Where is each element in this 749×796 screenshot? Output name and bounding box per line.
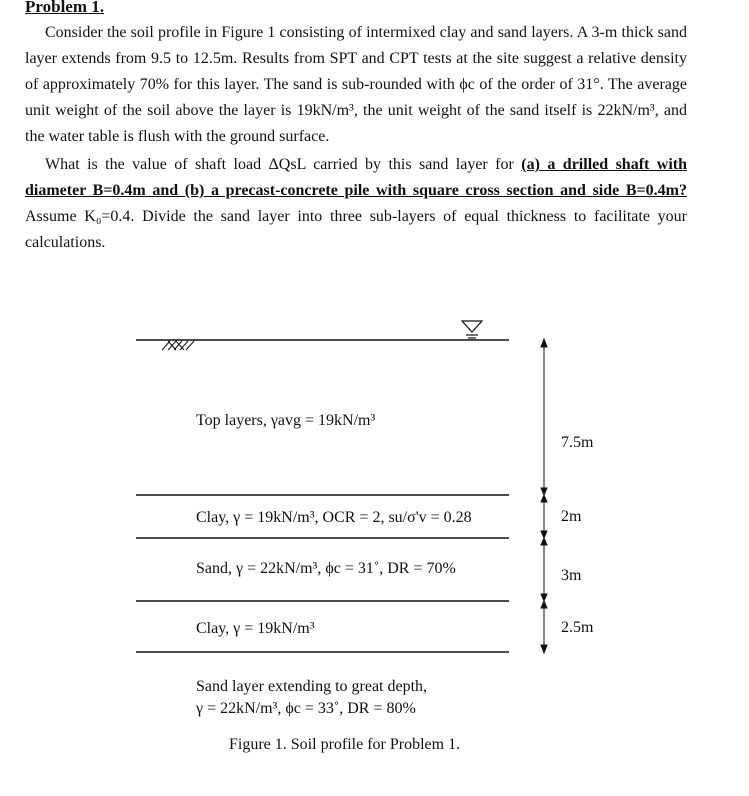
bottom-layer-line-2: γ = 22kN/m³, ϕc = 33˚, DR = 80% [196, 700, 416, 717]
paragraph-2-text-a: What is the value of shaft load ΔQsL carried by this sand layer for [45, 156, 522, 173]
dimension-arrows [541, 339, 547, 653]
layer-label-clay-2: Clay, γ = 19kN/m³ [196, 620, 315, 637]
paragraph-1-text-b: of the order of 31°. The average unit weight of the soil above the layer is 19kN/m³, the unit weight of the sand itself is 22kN/m³, and the water table is flush with the ground surface. [25, 76, 688, 145]
thickness-label-1: 7.5m [561, 434, 594, 451]
thickness-label-3: 3m [561, 567, 582, 584]
layer-label-clay-1: Clay, γ = 19kN/m³, OCR = 2, su/σ'v = 0.28 [196, 509, 472, 526]
paragraph-2-text-b: Assume K₀=0.4. Divide the sand layer into three sub-layers of equal thickness to facilitate your calculations. [25, 208, 687, 251]
problem-title: Problem 1. [25, 0, 105, 16]
thickness-label-4: 2.5m [561, 619, 594, 636]
thickness-label-2: 2m [561, 508, 582, 525]
figure-caption: Figure 1. Soil profile for Problem 1. [229, 736, 461, 753]
water-table-icon [462, 321, 482, 338]
paragraph-1-text-a: Consider the soil profile in Figure 1 consisting of intermixed clay and sand layers. A 3-m thick sand layer extends from 9.5 to 12.5m. Results from SPT and CPT tests at the site suggest a relative density of approximately 70% for this layer. The sand is sub-rounded with [25, 24, 687, 93]
layer-label-top: Top layers, γavg = 19kN/m³ [196, 412, 376, 429]
phi-c-symbol: ϕc [459, 76, 475, 93]
paragraph-2-underlined-question: (a) a drilled shaft with diameter B=0.4m and (b) a precast-concrete pile with square cross section and side B=0.4m? [25, 156, 688, 199]
bottom-layer-line-1: Sand layer extending to great depth, [196, 678, 428, 695]
ground-hatch-icon [162, 341, 194, 350]
layer-label-sand: Sand, γ = 22kN/m³, ϕc = 31˚, DR = 70% [196, 560, 456, 577]
